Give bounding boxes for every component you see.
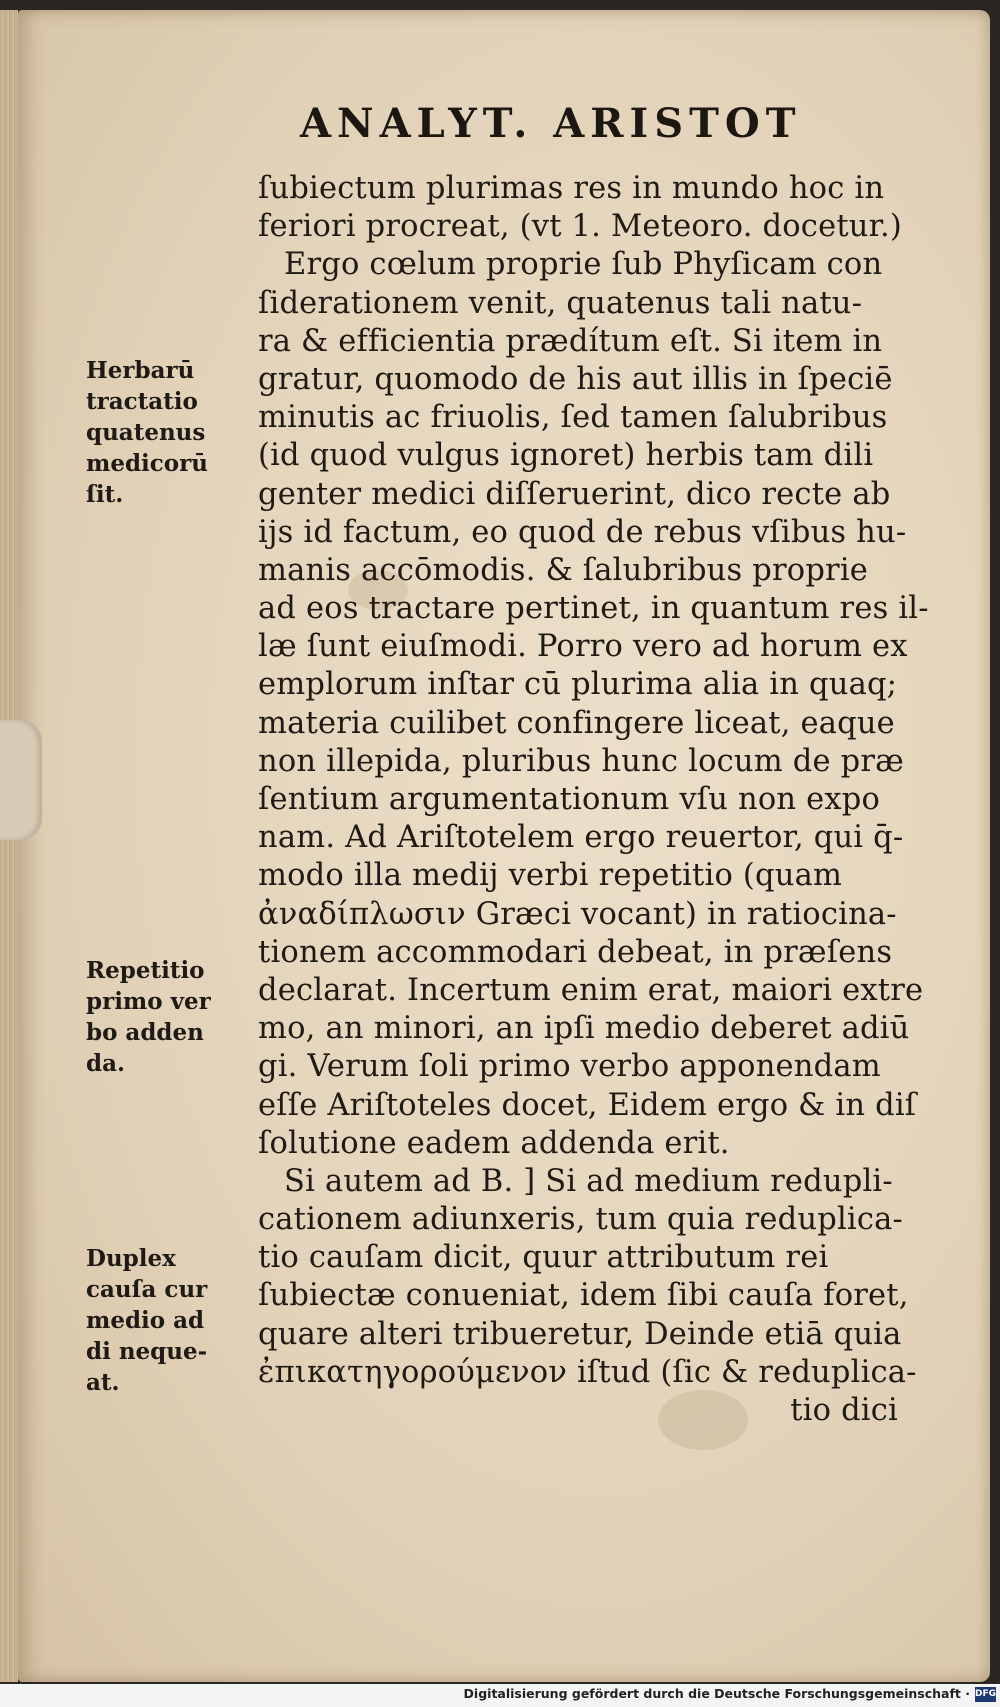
text-line: ἀναδίπλωσιν Græci vocant) in ratiocina-: [258, 896, 897, 932]
text-line: ἐπικατηγορούμενον iſtud (ſic & reduplica-: [258, 1354, 917, 1390]
text-line: minutis ac friuolis, ſed tamen ſalubribus: [258, 400, 888, 436]
page-edges: [0, 10, 18, 1682]
text-line: cationem adiunxeris, tum quia reduplica-: [258, 1202, 904, 1238]
margin-note-line: Duplex: [86, 1245, 176, 1272]
text-line: ſiderationem venit, quatenus tali natu-: [258, 285, 863, 321]
text-line: gratur, quomodo de his aut illis in ſpeciē: [258, 361, 893, 397]
margin-note-herbarum: [86, 355, 256, 510]
margin-note-line: tractatio: [86, 388, 198, 415]
text-line: ijs id factum, eo quod de rebus vſibus hu-: [258, 514, 907, 550]
margin-note-line: medicorū: [86, 450, 208, 477]
dfg-logo: DFG: [975, 1687, 996, 1702]
text-line: tio cauſam dicit, quur attributum rei: [258, 1240, 829, 1276]
text-line: mo, an minori, an ipſi medio deberet adiū: [258, 1011, 910, 1047]
text-line: tionem accommodari debeat, in præſens: [258, 934, 893, 970]
margin-note-line: di neque-: [86, 1338, 208, 1365]
text-line: ſolutione eadem addenda erit.: [258, 1125, 730, 1161]
text-line: genter medici diſſeruerint, dico recte ab: [258, 476, 891, 512]
bookmark-tab: [0, 720, 42, 840]
text-line: (id quod vulgus ignoret) herbis tam dili: [258, 438, 874, 474]
text-line: ſubiectæ conueniat, idem ſibi cauſa foret,: [258, 1278, 909, 1314]
margin-note-line: bo adden: [86, 1019, 204, 1046]
text-line: eſſe Ariſtoteles docet, Eidem ergo & in diſ: [258, 1087, 917, 1123]
text-line: non illepida, pluribus hunc locum de præ: [258, 743, 905, 779]
margin-note-line: medio ad: [86, 1307, 205, 1334]
margin-note-line: Herbarū: [86, 357, 195, 384]
margin-note-repetitio: [86, 955, 256, 1079]
text-line: læ ſunt eiuſmodi. Porro vero ad horum ex: [258, 629, 908, 665]
text-line: declarat. Incertum enim erat, maiori extre: [258, 972, 924, 1008]
running-head: ANALYT. ARISTOT: [300, 100, 802, 147]
text-line: ſentium argumentationum vſu non expo: [258, 782, 881, 817]
margin-note-line: Repetitio: [86, 957, 205, 984]
text-line: quare alteri tribueretur, Deinde etiā quia: [258, 1316, 902, 1352]
text-line: ſubiectum plurimas res in mundo hoc in: [258, 171, 885, 206]
text-line: manis accōmodis. & ſalubribus proprie: [258, 552, 869, 588]
margin-note-line: da.: [86, 1050, 125, 1077]
text-line: feriori procreat, (vt 1. Meteoro. docetur.): [258, 209, 903, 245]
text-line: materia cuilibet confingere liceat, eaque: [258, 705, 895, 741]
text-line: tio dici: [790, 1393, 898, 1428]
footer-credit: Digitalisierung gefördert durch die Deutsche Forschungsgemeinschaft ·: [463, 1686, 970, 1701]
text-line: Si autem ad B. ] Si ad medium redupli-: [284, 1163, 893, 1199]
main-text-block: [258, 170, 938, 1430]
margin-note-line: at.: [86, 1369, 120, 1396]
text-line: Ergo cœlum proprie ſub Phyſicam con: [284, 247, 883, 283]
margin-note-line: cauſa cur: [86, 1276, 208, 1303]
text-line: ad eos tractare pertinet, in quantum res il-: [258, 591, 929, 627]
margin-note-line: primo ver: [86, 988, 211, 1015]
footer-banner: [0, 1684, 1000, 1707]
margin-note-line: ſit.: [86, 481, 124, 508]
text-line: nam. Ad Ariſtotelem ergo reuertor, qui q̄-: [258, 820, 904, 856]
text-line: modo illa medij verbi repetitio (quam: [258, 858, 843, 894]
margin-note-line: quatenus: [86, 419, 206, 446]
text-line: gi. Verum ſoli primo verbo apponendam: [258, 1049, 881, 1085]
text-line: emplorum inſtar cū plurima alia in quaq;: [258, 667, 898, 703]
text-line: ra & efficientia prædítum eſt. Si item in: [258, 323, 883, 359]
margin-note-duplex: [86, 1243, 256, 1398]
